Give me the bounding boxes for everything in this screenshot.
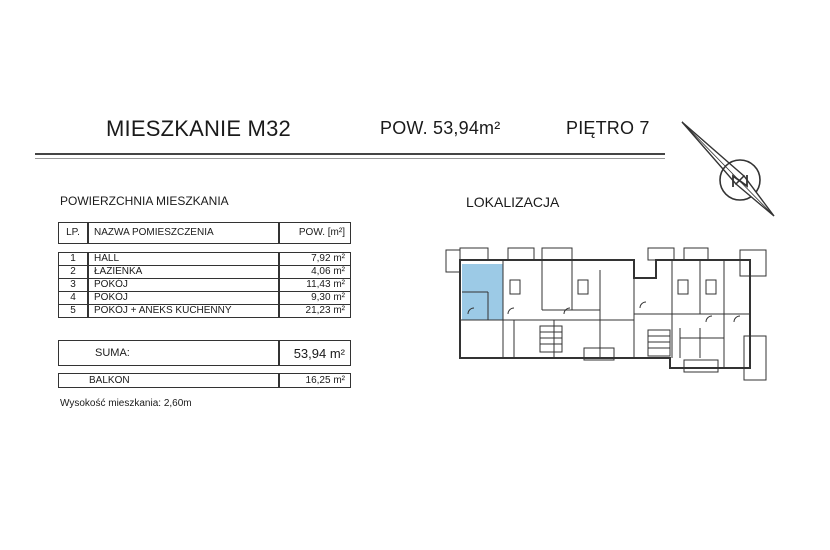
- table-row-area: 7,92 m²: [279, 252, 351, 266]
- table-row-lp: 4: [58, 291, 88, 305]
- table-row-area: 21,23 m²: [279, 304, 351, 318]
- apartment-title: MIESZKANIE M32: [106, 116, 291, 141]
- table-header-area: POW. [m²]: [279, 222, 351, 244]
- table-row-area: 11,43 m²: [279, 278, 351, 292]
- table-row-lp: 2: [58, 265, 88, 279]
- location-section-title: LOKALIZACJA: [466, 194, 560, 210]
- table-row-name: ŁAZIENKA: [88, 265, 279, 279]
- table-row-lp: 1: [58, 252, 88, 266]
- table-row-area: 4,06 m²: [279, 265, 351, 279]
- apartment-floor: PIĘTRO 7: [566, 118, 650, 138]
- table-row-name: HALL: [88, 252, 279, 266]
- balcony-label: BALKON: [58, 373, 279, 388]
- sum-label: SUMA:: [58, 340, 279, 366]
- table-row-name: POKÓJ: [88, 291, 279, 305]
- table-header-name: NAZWA POMIESZCZENIA: [88, 222, 279, 244]
- table-row-lp: 5: [58, 304, 88, 318]
- table-row-name: POKÓJ + ANEKS KUCHENNY: [88, 304, 279, 318]
- table-header-lp: LP.: [58, 222, 88, 244]
- header-divider-thin: [35, 158, 665, 159]
- sum-value: 53,94 m²: [279, 340, 351, 366]
- ceiling-height-note: Wysokość mieszkania: 2,60m: [60, 398, 192, 409]
- location-floor-plan: [444, 240, 774, 386]
- table-row-name: POKÓJ: [88, 278, 279, 292]
- apartment-area: POW. 53,94m²: [380, 118, 501, 138]
- area-section-title: POWIERZCHNIA MIESZKANIA: [60, 194, 229, 208]
- table-row-area: 9,30 m²: [279, 291, 351, 305]
- north-arrow-icon: [678, 118, 778, 222]
- table-row-lp: 3: [58, 278, 88, 292]
- balcony-value: 16,25 m²: [279, 373, 351, 388]
- header-divider: [35, 153, 665, 155]
